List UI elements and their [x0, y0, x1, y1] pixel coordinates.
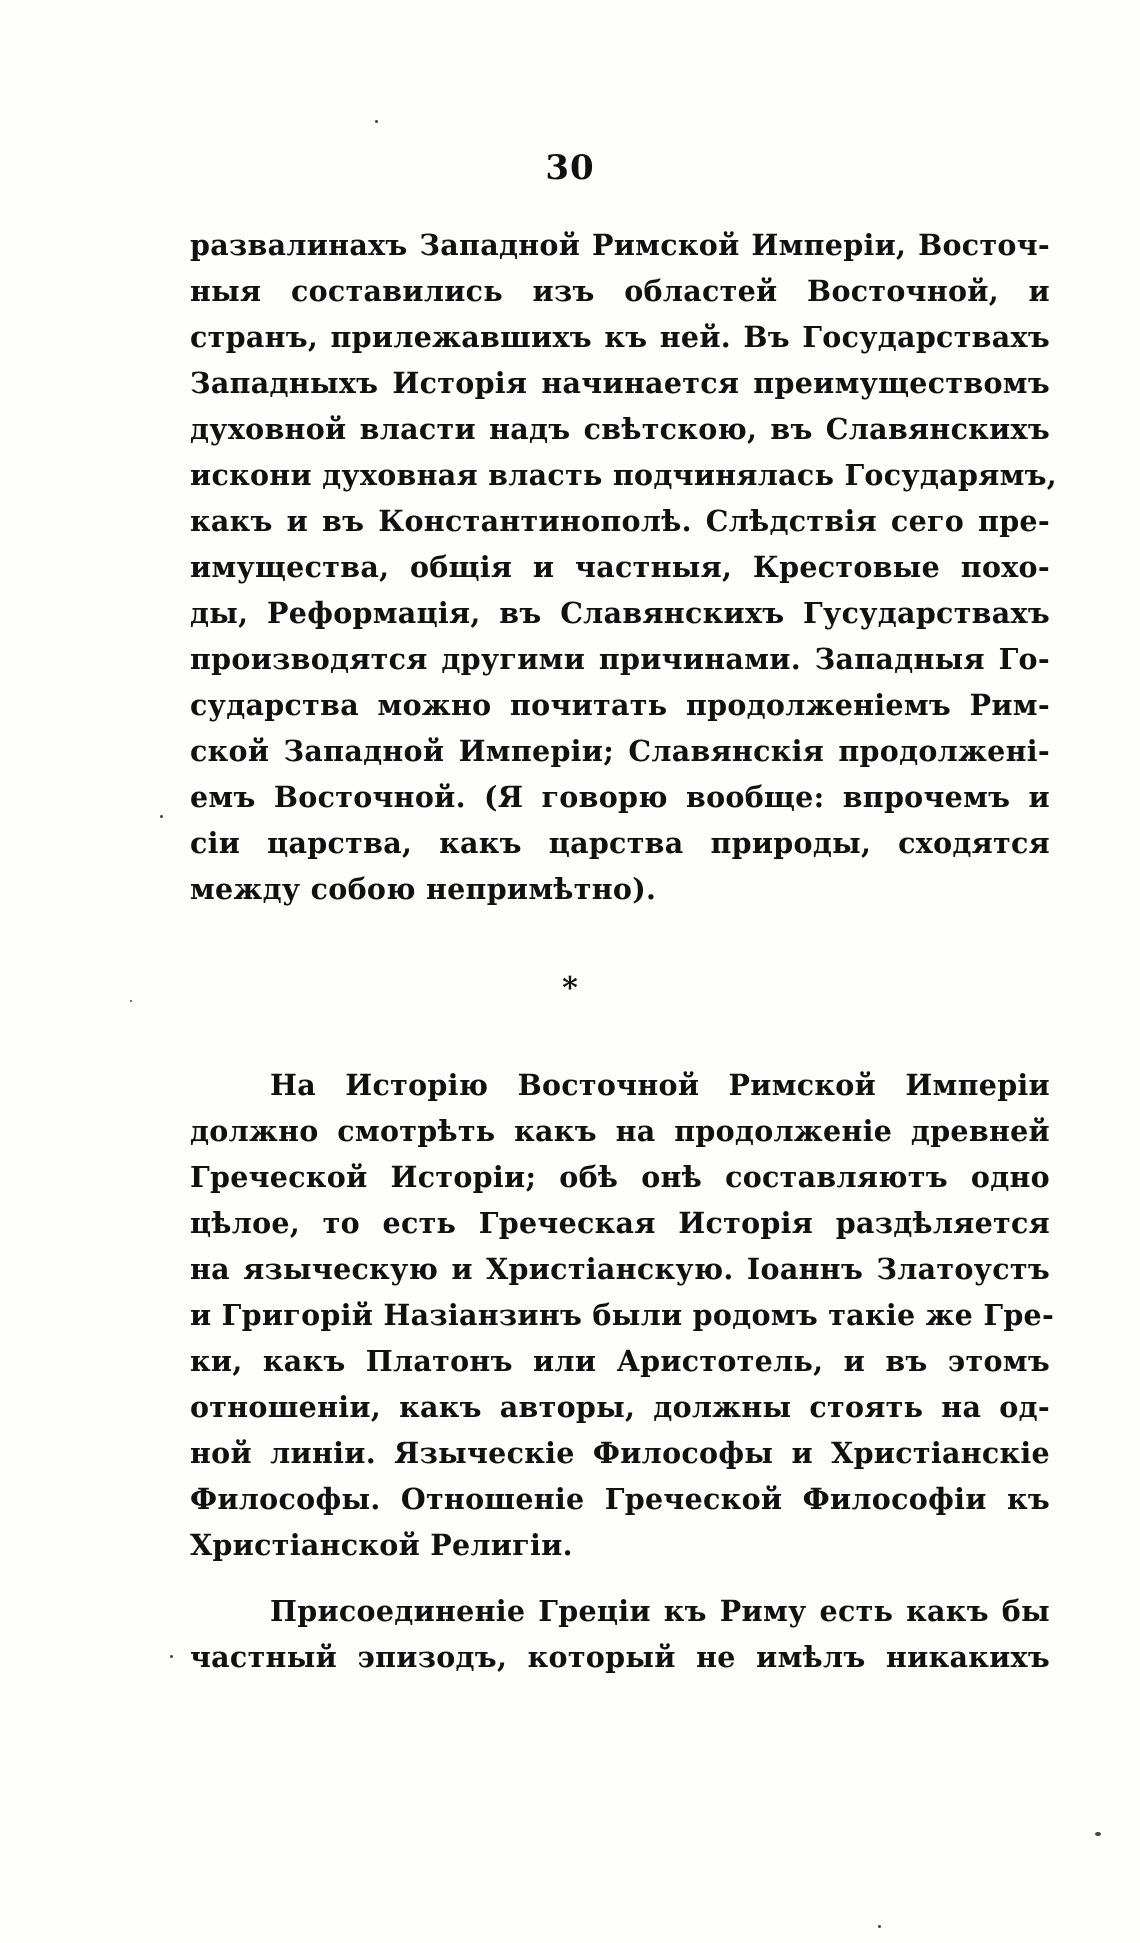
- text-line: развалинахъ Западной Римской Имперіи, Восточ-: [190, 228, 1050, 262]
- text-line: Христіанской Религіи.: [190, 1528, 573, 1562]
- scan-speck: [160, 815, 163, 818]
- text-line: частный эпизодъ, который не имѣлъ никакихъ: [190, 1640, 1050, 1674]
- text-line: ской Западной Имперіи; Славянскія продолжені-: [190, 734, 1050, 768]
- scan-speck: [375, 120, 378, 123]
- text-line: сударства можно почитать продолженіемъ Рим-: [190, 688, 1050, 722]
- section-separator: *: [562, 971, 578, 1006]
- text-line: странъ, прилежавшихъ къ ней. Въ Государствахъ: [190, 320, 1050, 354]
- scan-speck: [878, 1925, 881, 1928]
- scan-speck: [1095, 1832, 1101, 1836]
- text-line: Присоединеніе Греціи къ Риму есть какъ бы: [270, 1594, 1050, 1628]
- paragraph-3: [190, 1588, 1050, 1680]
- text-line: между собою непримѣтно).: [190, 872, 657, 906]
- text-line: Философы. Отношеніе Греческой Философіи къ: [190, 1482, 1050, 1516]
- text-line: На Исторію Восточной Римской Имперіи: [270, 1068, 1050, 1102]
- paragraph-2: [190, 1062, 1055, 1568]
- text-line: Греческой Исторіи; обѣ онѣ составляютъ одно: [190, 1160, 1050, 1194]
- text-line: ды, Реформація, въ Славянскихъ Гусударствахъ: [190, 596, 1050, 630]
- text-line: духовной власти надъ свѣтскою, въ Славянскихъ: [190, 412, 1050, 446]
- text-line: должно смотрѣть какъ на продолженіе древней: [190, 1114, 1050, 1148]
- text-line: емъ Восточной. (Я говорю вообще: впрочемъ и: [190, 780, 1050, 814]
- text-line: ныя составились изъ областей Восточной, и: [190, 274, 1050, 308]
- text-line: производятся другими причинами. Западныя Го-: [190, 642, 1050, 676]
- text-line: цѣлое, то есть Греческая Исторія раздѣляется: [190, 1206, 1050, 1240]
- scan-speck: [170, 1655, 173, 1658]
- text-line: Западныхъ Исторія начинается преимуществомъ: [190, 366, 1050, 400]
- text-line: искони духовная власть подчинялась Государямъ,: [190, 458, 1058, 492]
- text-line: отношеніи, какъ авторы, должны стоять на од-: [190, 1390, 1050, 1424]
- text-line: сіи царства, какъ царства природы, сходятся: [190, 826, 1050, 860]
- scan-speck: [130, 1000, 132, 1002]
- text-line: ки, какъ Платонъ или Аристотель, и въ этомъ: [190, 1344, 1050, 1378]
- text-line: какъ и въ Константинополѣ. Слѣдствія сего пре-: [190, 504, 1050, 538]
- paragraph-1: [190, 222, 1058, 912]
- page-number: 30: [545, 148, 595, 188]
- text-line: и Григорій Назіанзинъ были родомъ такіе же Гре-: [190, 1298, 1055, 1332]
- text-line: на языческую и Христіанскую. Іоаннъ Златоустъ: [190, 1252, 1050, 1286]
- text-line: имуществa, общія и частныя, Крестовые похо-: [190, 550, 1050, 584]
- text-line: ной линіи. Языческіе Философы и Христіанскіе: [190, 1436, 1050, 1470]
